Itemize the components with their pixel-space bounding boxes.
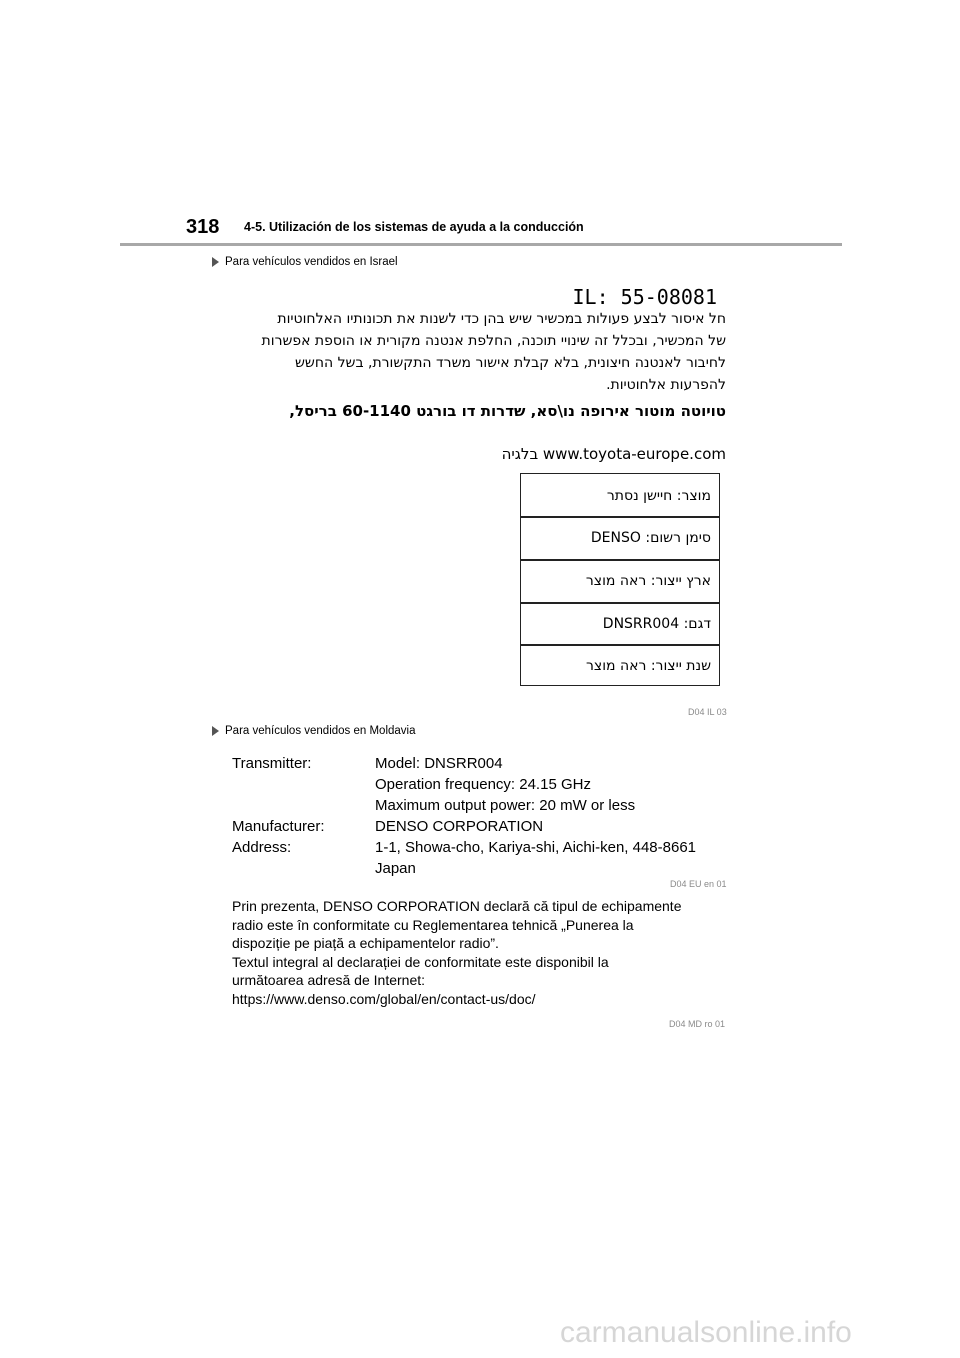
moldova-bullet <box>212 725 416 737</box>
spec-value: DENSO CORPORATION <box>375 818 544 835</box>
declaration-line: Textul integral al declarației de conformitate este disponibil la <box>232 953 609 970</box>
triangle-bullet-icon <box>212 726 219 736</box>
page-number: 318 <box>186 216 220 238</box>
israel-notice <box>226 308 726 396</box>
spec-code: D04 EU en 01 <box>670 879 727 889</box>
spec-label-transmitter: Transmitter: <box>232 755 312 772</box>
header-divider <box>120 243 842 246</box>
israel-bullet <box>212 256 398 268</box>
moldova-bullet-text: Para vehículos vendidos en Moldavia <box>225 725 416 737</box>
notice-line: להפרעות אלחוטיות. <box>606 377 726 393</box>
notice-line: לחיבור לאנטנה חיצונית, בלא קבלת אישור משרד התקשורת, בשל החשש <box>295 355 726 371</box>
notice-line: של המכשיר, ובכלל זה שינויי תוכנה, החלפת אנטנה מקורית או הוספת אפשרות <box>261 333 726 349</box>
spec-label-manufacturer: Manufacturer: <box>232 818 325 835</box>
label-row: סימן רשום: DENSO <box>590 530 711 546</box>
label-row: שנת ייצור: ראה מוצר <box>585 658 711 674</box>
watermark: carmanualsonline.info <box>560 1316 852 1349</box>
declaration-code: D04 MD ro 01 <box>669 1019 726 1029</box>
israel-website: www.toyota-europe.com בלגיה <box>501 445 726 463</box>
declaration-line: radio este în conformitate cu Reglementarea tehnică „Punerea la <box>232 916 634 933</box>
section-title: 4-5. Utilización de los sistemas de ayuda a la conducción <box>244 220 584 234</box>
label-row: דגם: DNSRR004 <box>602 616 711 632</box>
israel-bullet-text: Para vehículos vendidos en Israel <box>225 256 398 268</box>
declaration-url: https://www.denso.com/global/en/contact-us/doc/ <box>232 990 536 1007</box>
declaration-line: dispoziție pe piață a echipamentelor radio”. <box>232 935 499 951</box>
israel-figure-code: D04 IL 03 <box>688 707 727 717</box>
spec-value: Japan <box>375 860 416 877</box>
spec-label-address: Address: <box>232 839 292 856</box>
israel-address: טויוטה מוטור אירופה נו\סא, שדרות דו בורגט 60-1140 בריסל, <box>289 402 726 420</box>
notice-line: חל איסור לבצע פעולות במכשיר שיש בהן כדי לשנות את תכונותיו האלחוטיות <box>277 311 726 327</box>
label-row: מוצר: חיישן נסתר <box>606 488 711 504</box>
israel-approval-code: IL: 55-08081 <box>572 285 717 309</box>
label-row: ארץ ייצור: ראה מוצר <box>585 573 711 589</box>
spec-value: 1-1, Showa-cho, Kariya-shi, Aichi-ken, 448-8661 <box>375 839 697 856</box>
spec-value: Maximum output power: 20 mW or less <box>375 797 636 814</box>
spec-value: Operation frequency: 24.15 GHz <box>375 776 591 793</box>
declaration-line: Prin prezenta, DENSO CORPORATION declară că tipul de echipamente <box>232 898 682 914</box>
triangle-bullet-icon <box>212 257 219 267</box>
declaration-paragraph <box>232 897 732 1008</box>
spec-value: Model: DNSRR004 <box>375 755 503 772</box>
israel-label-table <box>520 473 720 686</box>
declaration-line: următoarea adresă de Internet: <box>232 972 426 988</box>
